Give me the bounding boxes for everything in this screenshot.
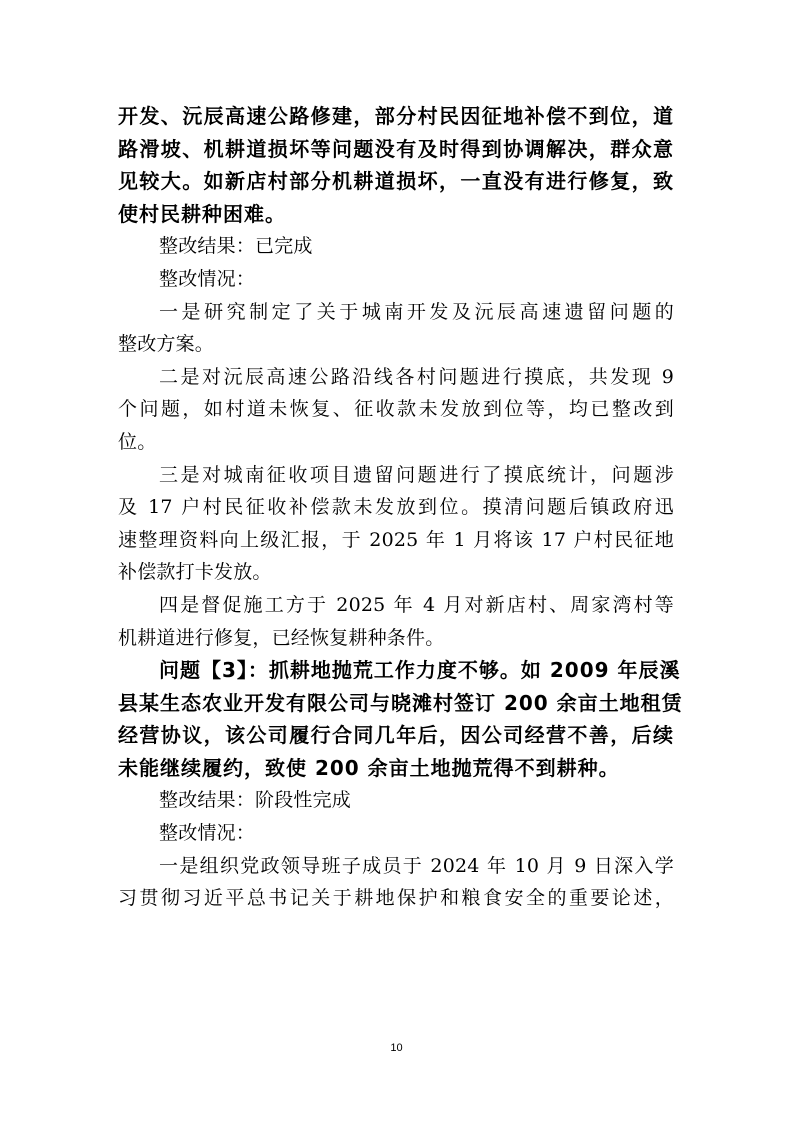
text-line: 未能继续履约，致使 200 余亩土地抛荒得不到耕种。	[118, 755, 620, 780]
text-line: 整改方案。	[118, 333, 215, 356]
text-line: 开发、沅辰高速公路修建，部分村民因征地补偿不到位，道	[118, 104, 674, 128]
text-line: 见较大。如新店村部分机耕道损坏，一直没有进行修复，致	[118, 169, 674, 194]
text-line: 一是组织党政领导班子成员于 2024 年 10 月 9 日深入学	[159, 854, 674, 877]
text-line: 路滑坡、机耕道损坏等问题没有及时得到协调解决，群众意	[118, 136, 674, 161]
text-line: 四是督促施工方于 2025 年 4 月对新店村、周家湾村等	[159, 593, 674, 616]
text-line: 机耕道进行修复，已经恢复耕种条件。	[118, 626, 445, 649]
text-line: 习贯彻习近平总书记关于耕地保护和粮食安全的重要论述，	[118, 887, 674, 910]
document-body	[118, 100, 683, 915]
text-line: 整改结果：已完成	[159, 235, 313, 258]
text-line: 问题【3】：抓耕地抛荒工作力度不够。如 2009 年辰溪	[159, 658, 681, 683]
text-line: 二是对沅辰高速公路沿线各村问题进行摸底，共发现 9	[159, 365, 674, 388]
text-line: 一是研究制定了关于城南开发及沅辰高速遗留问题的	[159, 300, 674, 323]
page-number: 10	[390, 1042, 403, 1054]
text-line: 整改情况：	[159, 822, 256, 845]
text-line: 个问题，如村道未恢复、征收款未发放到位等，均已整改到	[118, 398, 674, 421]
text-line: 使村民耕种困难。	[118, 201, 286, 226]
text-line: 整改结果：阶段性完成	[159, 789, 352, 812]
text-line: 经营协议，该公司履行合同几年后，因公司经营不善，后续	[118, 723, 674, 748]
text-line: 及 17 户村民征收补偿款未发放到位。摸清问题后镇政府迅	[118, 496, 674, 519]
text-line: 速整理资料向上级汇报，于 2025 年 1 月将该 17 户村民征地	[118, 528, 674, 551]
text-line: 三是对城南征收项目遗留问题进行了摸底统计，问题涉	[159, 463, 674, 486]
text-line: 补偿款打卡发放。	[118, 561, 272, 584]
text-line: 整改情况：	[159, 267, 256, 290]
text-line: 县某生态农业开发有限公司与晓滩村签订 200 余亩土地租赁	[118, 690, 683, 715]
text-line: 位。	[118, 430, 157, 453]
